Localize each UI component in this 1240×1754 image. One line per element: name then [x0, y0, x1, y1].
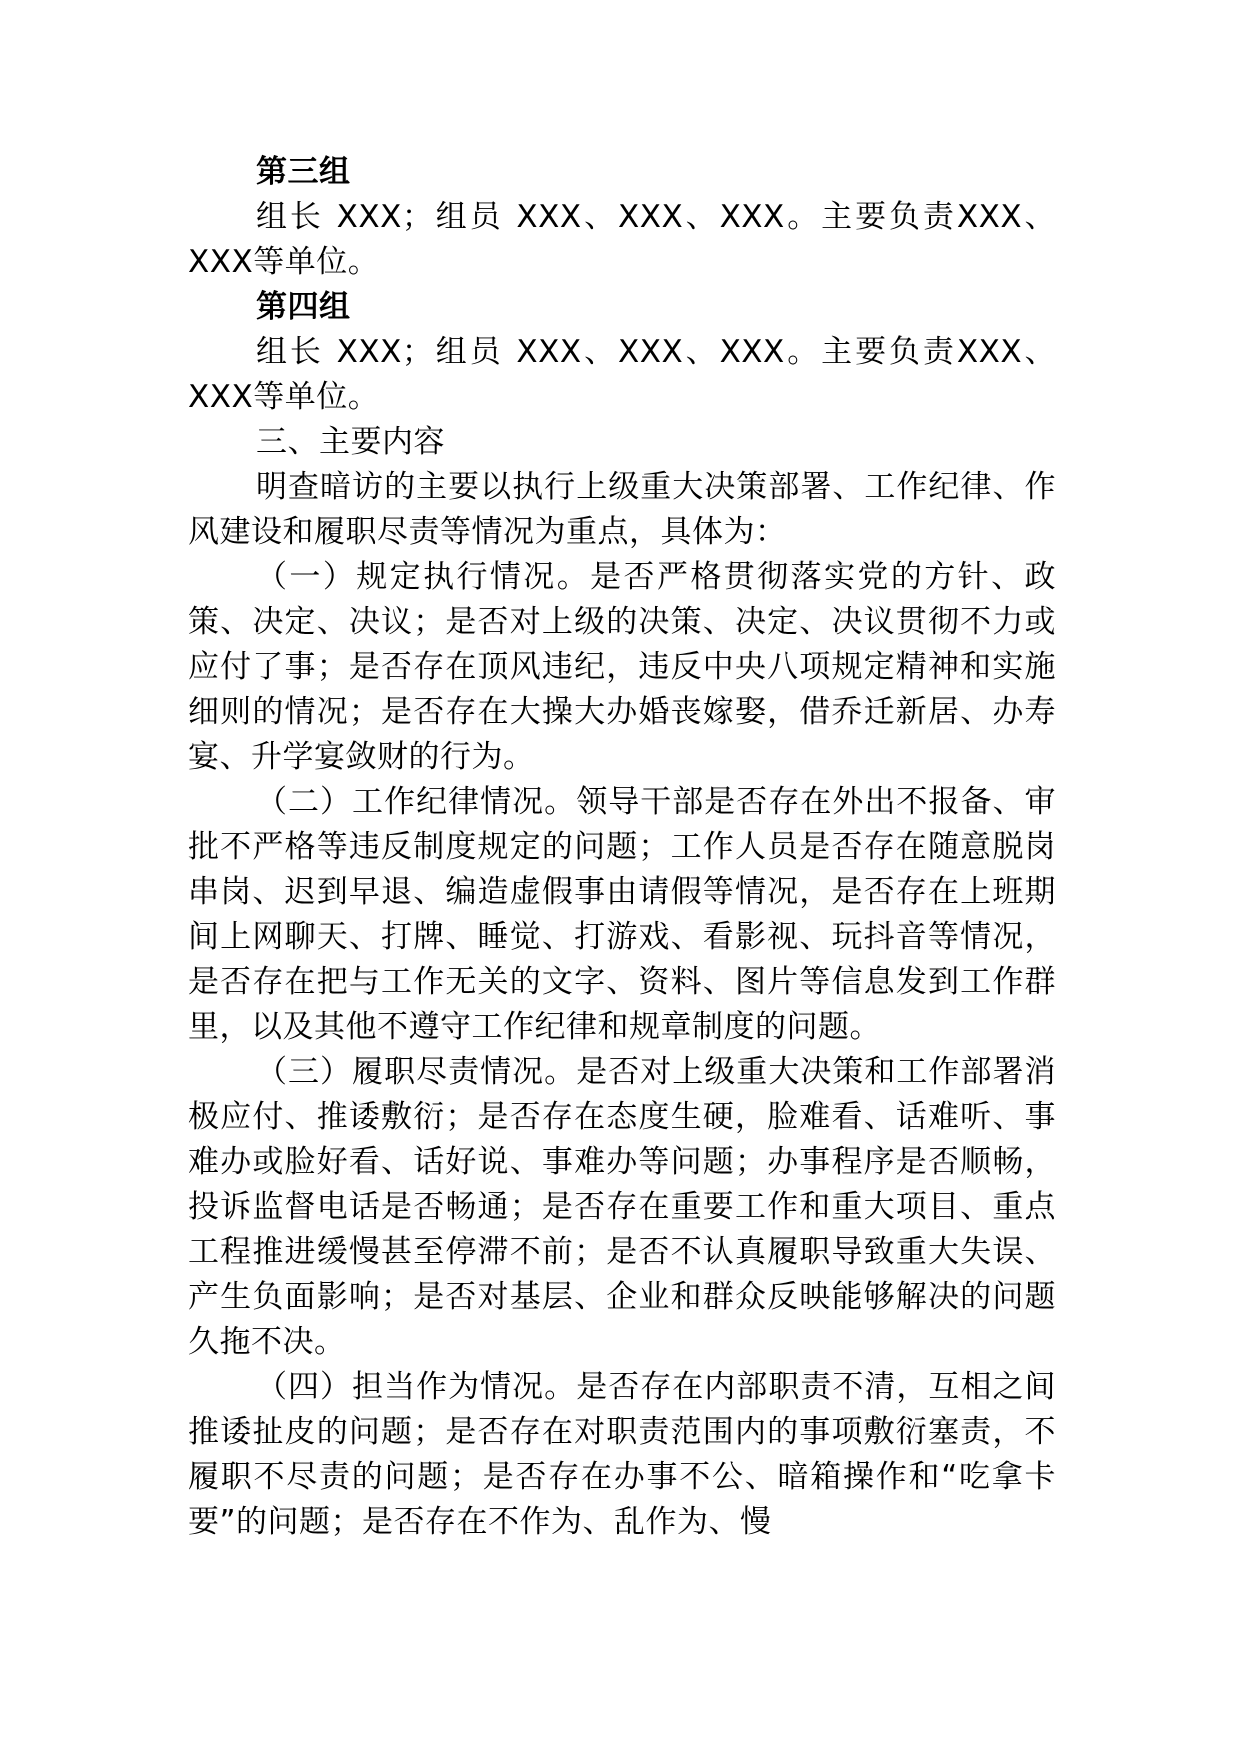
item-duty-performance: （三）履职尽责情况。是否对上级重大决策和工作部署消极应付、推诿敷衍；是否存在态度生硬，脸难看、话难听、事难办或脸好看、话好说、事难办等问题；办事程序是否顺畅，投诉监督电话是否畅通；是否存在重要工作和重大项目、重点工程推进缓慢甚至停滞不前；是否不认真履职导致重大失误、产生负面影响；是否对基层、企业和群众反映能够解决的问题久拖不决。 [188, 1054, 1056, 1360]
item-work-discipline: （二）工作纪律情况。领导干部是否存在外出不报备、审批不严格等违反制度规定的问题；工作人员是否存在随意脱岗串岗、迟到早退、编造虚假事由请假等情况，是否存在上班期间上网聊天、打牌、睡觉、打游戏、看影视、玩抖音等情况，是否存在把与工作无关的文字、资料、图片等信息发到工作群里，以及其他不遵守工作纪律和规章制度的问题。 [188, 784, 1056, 1045]
item-regulation-execution: （一）规定执行情况。是否严格贯彻落实党的方针、政策、决定、决议；是否对上级的决策、决定、决议贯彻不力或应付了事；是否存在顶风违纪，违反中央八项规定精神和实施细则的情况；是否存在大操大办婚丧嫁娶，借乔迁新居、办寿宴、升学宴敛财的行为。 [188, 559, 1056, 775]
section-heading: 三、主要内容 [256, 424, 445, 460]
section-intro: 明查暗访的主要以执行上级重大决策部署、工作纪律、作风建设和履职尽责等情况为重点，具体为： [188, 469, 1056, 550]
group3-heading: 第三组 [256, 154, 351, 190]
document-page [188, 150, 1056, 1545]
group3-body: 组长 XXX；组员 XXX、XXX、XXX。主要负责XXX、XXX等单位。 [188, 199, 1056, 280]
item-responsibility: （四）担当作为情况。是否存在内部职责不清，互相之间推诿扯皮的问题；是否存在对职责范围内的事项敷衍塞责，不履职不尽责的问题；是否存在办事不公、暗箱操作和“吃拿卡要”的问题；是否存在不作为、乱作为、慢 [188, 1369, 1056, 1540]
group4-body: 组长 XXX；组员 XXX、XXX、XXX。主要负责XXX、XXX等单位。 [188, 334, 1056, 415]
group4-heading: 第四组 [256, 289, 351, 325]
